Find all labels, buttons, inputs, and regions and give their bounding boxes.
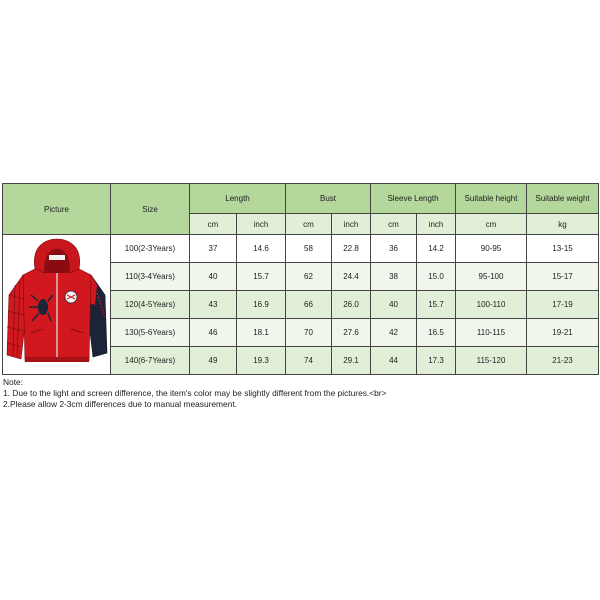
cell-height-cm: 100-110	[456, 291, 527, 319]
cell-sleeve-inch: 16.5	[417, 319, 456, 347]
cell-height-cm: 110-115	[456, 319, 527, 347]
unit-sleeve-inch: inch	[417, 214, 456, 235]
table-row	[3, 235, 599, 263]
cell-sleeve-cm: 36	[371, 235, 417, 263]
cell-size: 130(5-6Years)	[111, 319, 190, 347]
cell-height-cm: 115-120	[456, 347, 527, 375]
unit-sleeve-cm: cm	[371, 214, 417, 235]
header-sleeve-length: Sleeve Length	[371, 184, 456, 214]
cell-bust-cm: 58	[286, 235, 332, 263]
product-picture-cell	[3, 235, 111, 375]
cell-sleeve-inch: 17.3	[417, 347, 456, 375]
header-size: Size	[111, 184, 190, 235]
cell-size: 100(2-3Years)	[111, 235, 190, 263]
cell-weight-kg: 13-15	[527, 235, 599, 263]
unit-length-inch: inch	[237, 214, 286, 235]
header-suitable-height: Suitable height	[456, 184, 527, 214]
cell-weight-kg: 15-17	[527, 263, 599, 291]
cell-size: 120(4-5Years)	[111, 291, 190, 319]
cell-length-cm: 37	[190, 235, 237, 263]
cell-length-inch: 19.3	[237, 347, 286, 375]
cell-bust-cm: 66	[286, 291, 332, 319]
header-picture: Picture	[3, 184, 111, 235]
cell-size: 140(6-7Years)	[111, 347, 190, 375]
cell-size: 110(3-4Years)	[111, 263, 190, 291]
unit-bust-cm: cm	[286, 214, 332, 235]
cell-sleeve-cm: 42	[371, 319, 417, 347]
cell-length-inch: 18.1	[237, 319, 286, 347]
cell-weight-kg: 17-19	[527, 291, 599, 319]
header-suitable-weight: Suitable weight	[527, 184, 599, 214]
header-bust: Bust	[286, 184, 371, 214]
cell-sleeve-cm: 40	[371, 291, 417, 319]
cell-length-inch: 15.7	[237, 263, 286, 291]
cell-sleeve-inch: 14.2	[417, 235, 456, 263]
cell-length-cm: 49	[190, 347, 237, 375]
cell-length-cm: 40	[190, 263, 237, 291]
cell-weight-kg: 21-23	[527, 347, 599, 375]
cell-bust-inch: 29.1	[332, 347, 371, 375]
hoodie-image	[5, 237, 109, 373]
cell-height-cm: 90-95	[456, 235, 527, 263]
unit-bust-inch: inch	[332, 214, 371, 235]
unit-length-cm: cm	[190, 214, 237, 235]
cell-sleeve-inch: 15.0	[417, 263, 456, 291]
cell-length-inch: 14.6	[237, 235, 286, 263]
cell-bust-inch: 27.6	[332, 319, 371, 347]
cell-bust-cm: 70	[286, 319, 332, 347]
cell-sleeve-cm: 38	[371, 263, 417, 291]
note-line-1: 1. Due to the light and screen difference, the item's color may be slightly different from the pictures.<br>	[3, 388, 387, 398]
cell-weight-kg: 19-21	[527, 319, 599, 347]
note-title: Note:	[3, 377, 24, 387]
note-block	[3, 377, 593, 410]
note-line-2: 2.Please allow 2-3cm differences due to manual measurement.	[3, 399, 238, 409]
cell-bust-inch: 22.8	[332, 235, 371, 263]
cell-length-cm: 46	[190, 319, 237, 347]
cell-bust-inch: 24.4	[332, 263, 371, 291]
unit-height-cm: cm	[456, 214, 527, 235]
unit-weight-kg: kg	[527, 214, 599, 235]
size-chart-table	[2, 183, 599, 375]
cell-bust-inch: 26.0	[332, 291, 371, 319]
cell-bust-cm: 74	[286, 347, 332, 375]
cell-sleeve-cm: 44	[371, 347, 417, 375]
cell-length-cm: 43	[190, 291, 237, 319]
cell-length-inch: 16.9	[237, 291, 286, 319]
cell-bust-cm: 62	[286, 263, 332, 291]
header-length: Length	[190, 184, 286, 214]
cell-height-cm: 95-100	[456, 263, 527, 291]
cell-sleeve-inch: 15.7	[417, 291, 456, 319]
